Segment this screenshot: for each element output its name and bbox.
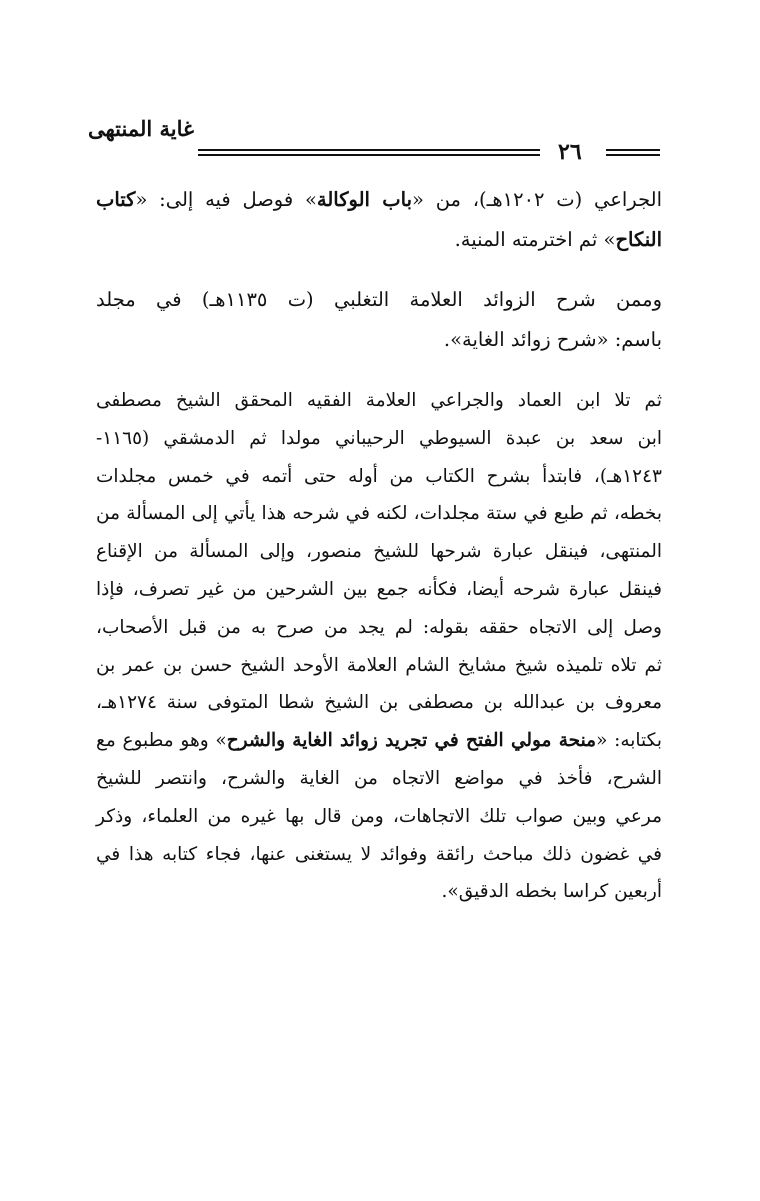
- text-line: [96, 533, 662, 571]
- text-segment: ثم تلا ابن العماد والجراعي العلامة الفقيه المحقق الشيخ مصطفى: [96, 390, 662, 411]
- paragraph-1: [96, 180, 662, 260]
- text-segment: ١٢٤٣هـ)، فابتدأ بشرح الكتاب من أوله حتى أتمه في خمس مجلدات: [96, 465, 662, 487]
- text-line: [96, 420, 662, 458]
- text-line: [96, 280, 662, 320]
- text-line: [96, 798, 662, 836]
- text-segment: المنتهى، فينقل عبارة شرحها للشيخ منصور، وإلى المسألة من الإقناع: [96, 541, 662, 563]
- text-line: [96, 180, 662, 220]
- text-segment: » ثم اخترمته المنية.: [454, 228, 616, 251]
- running-title: غاية المنتهى: [87, 116, 194, 141]
- text-line: [96, 722, 662, 760]
- text-line: [96, 220, 662, 260]
- text-line: [96, 647, 662, 685]
- header-rule: [198, 149, 540, 156]
- page-number: ٢٦: [558, 139, 582, 165]
- text-segment: وصل إلى الاتجاه حققه بقوله: لم يجد من صرح به من قبل الأصحاب،: [96, 616, 662, 638]
- text-segment: مرعي وبين صواب تلك الاتجاهات، ومن قال بها غيره من العلماء، وذكر: [96, 805, 662, 827]
- text-line: [96, 458, 662, 496]
- text-segment: » فوصل فيه إلى: «: [135, 188, 317, 211]
- text-segment: ثم تلاه تلميذه شيخ مشايخ الشام العلامة الأوحد الشيخ حسن بن عمر بن: [96, 654, 662, 676]
- paragraph-2: [96, 280, 662, 360]
- text-segment: معروف بن عبدالله بن مصطفى بن الشيخ شطا المتوفى سنة ١٢٧٤هـ،: [96, 692, 662, 714]
- text-segment: في غضون ذلك مباحث رائقة وفوائد لا يستغنى عنها، فجاء كتابه هذا في: [96, 843, 662, 865]
- bold-text: باب الوكالة: [316, 188, 413, 211]
- text-line: [96, 684, 662, 722]
- bold-text: منحة مولي الفتح في تجريد زوائد الغاية والشرح: [226, 730, 597, 752]
- text-line: [96, 609, 662, 647]
- text-segment: وممن شرح الزوائد العلامة التغلبي (ت ١١٣٥هـ) في مجلد: [96, 288, 662, 311]
- text-segment: الشرح، فأخذ في مواضع الاتجاه من الغاية والشرح، وانتصر للشيخ: [96, 767, 662, 789]
- text-line: [96, 382, 662, 420]
- text-line: [96, 873, 662, 911]
- page-header: [0, 0, 760, 170]
- text-segment: أربعين كراسا بخطه الدقيق».: [441, 881, 662, 903]
- text-segment: ابن سعد بن عبدة السيوطي الرحيباني مولدا ثم الدمشقي (١١٦٥-: [96, 427, 662, 449]
- text-segment: بكتابه: «: [596, 730, 662, 752]
- text-segment: باسم: «شرح زوائد الغاية».: [443, 328, 662, 351]
- body-text: [96, 180, 662, 911]
- text-line: [96, 495, 662, 533]
- text-segment: بخطه، ثم طبع في ستة مجلدات، لكنه في شرحه هذا يأتي إلى المسألة من: [96, 503, 662, 525]
- text-line: [96, 760, 662, 798]
- bold-text: كتاب: [96, 188, 136, 211]
- bold-text: النكاح: [615, 228, 662, 251]
- text-line: [96, 836, 662, 874]
- header-rule-right: [606, 149, 660, 156]
- text-segment: الجراعي (ت ١٢٠٢هـ)، من «: [412, 188, 663, 211]
- text-segment: » وهو مطبوع مع: [96, 730, 227, 752]
- text-segment: فينقل عبارة شرحه أيضا، فكأنه جمع بين الشرحين من غير تصرف، فإذا: [96, 578, 662, 600]
- paragraph-3: [96, 382, 662, 911]
- text-line: [96, 320, 662, 360]
- text-line: [96, 571, 662, 609]
